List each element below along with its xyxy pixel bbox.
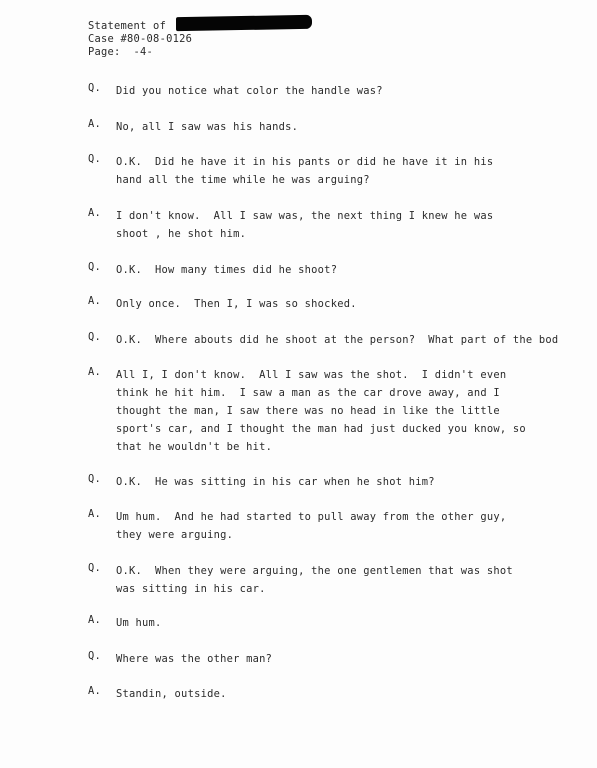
answer-marker: A. — [88, 685, 102, 697]
text-line: that he wouldn't be hit. — [116, 441, 273, 453]
answer-marker: A. — [88, 614, 102, 626]
question-text — [116, 650, 272, 668]
text-line: O.K. He was sitting in his car when he shot him? — [116, 476, 435, 488]
text-line: Um hum. And he had started to pull away from the other guy, — [116, 511, 507, 523]
answer-marker: A. — [88, 366, 102, 378]
answer-marker: A. — [88, 295, 102, 307]
question-text — [116, 82, 383, 100]
answer-marker: A. — [88, 207, 102, 219]
answer-text — [116, 685, 227, 703]
answer-text — [116, 366, 526, 456]
text-line: All I, I don't know. All I saw was the shot. I didn't even — [116, 369, 507, 381]
statement-label: Statement of — [88, 20, 167, 32]
redaction-bar — [176, 15, 312, 31]
answer-marker: A. — [88, 118, 102, 130]
question-marker: Q. — [88, 153, 102, 165]
answer-marker: A. — [88, 508, 102, 520]
question-marker: Q. — [88, 261, 102, 273]
case-number: Case #80-08-0126 — [88, 33, 193, 45]
question-marker: Q. — [88, 331, 102, 343]
answer-text — [116, 118, 298, 136]
text-line: was sitting in his car. — [116, 583, 266, 595]
text-line: hand all the time while he was arguing? — [116, 174, 370, 186]
question-text — [116, 473, 435, 491]
text-line: O.K. Where abouts did he shoot at the person? What part of the bod — [116, 334, 559, 346]
question-marker: Q. — [88, 650, 102, 662]
text-line: Only once. Then I, I was so shocked. — [116, 298, 357, 310]
text-line: O.K. Did he have it in his pants or did he have it in his — [116, 156, 494, 168]
text-line: I don't know. All I saw was, the next thing I knew he was — [116, 210, 494, 222]
text-line: No, all I saw was his hands. — [116, 121, 299, 133]
question-text — [116, 261, 337, 279]
question-text — [116, 153, 493, 189]
text-line: Did you notice what color the handle was? — [116, 85, 383, 97]
answer-text — [116, 614, 162, 632]
text-line: O.K. When they were arguing, the one gentlemen that was shot — [116, 565, 513, 577]
question-text — [116, 331, 558, 349]
text-line: thought the man, I saw there was no head in like the little — [116, 405, 500, 417]
text-line: shoot , he shot him. — [116, 228, 247, 240]
text-line: they were arguing. — [116, 529, 234, 541]
text-line: Um hum. — [116, 617, 162, 629]
question-marker: Q. — [88, 473, 102, 485]
question-marker: Q. — [88, 562, 102, 574]
answer-text — [116, 295, 357, 313]
answer-text — [116, 207, 493, 243]
text-line: O.K. How many times did he shoot? — [116, 264, 338, 276]
answer-text — [116, 508, 506, 544]
text-line: Standin, outside. — [116, 688, 227, 700]
text-line: Where was the other man? — [116, 653, 273, 665]
text-line: sport's car, and I thought the man had just ducked you know, so — [116, 423, 526, 435]
text-line: think he hit him. I saw a man as the car drove away, and I — [116, 387, 500, 399]
question-marker: Q. — [88, 82, 102, 94]
question-text — [116, 562, 513, 598]
page-number: Page: -4- — [88, 46, 154, 58]
